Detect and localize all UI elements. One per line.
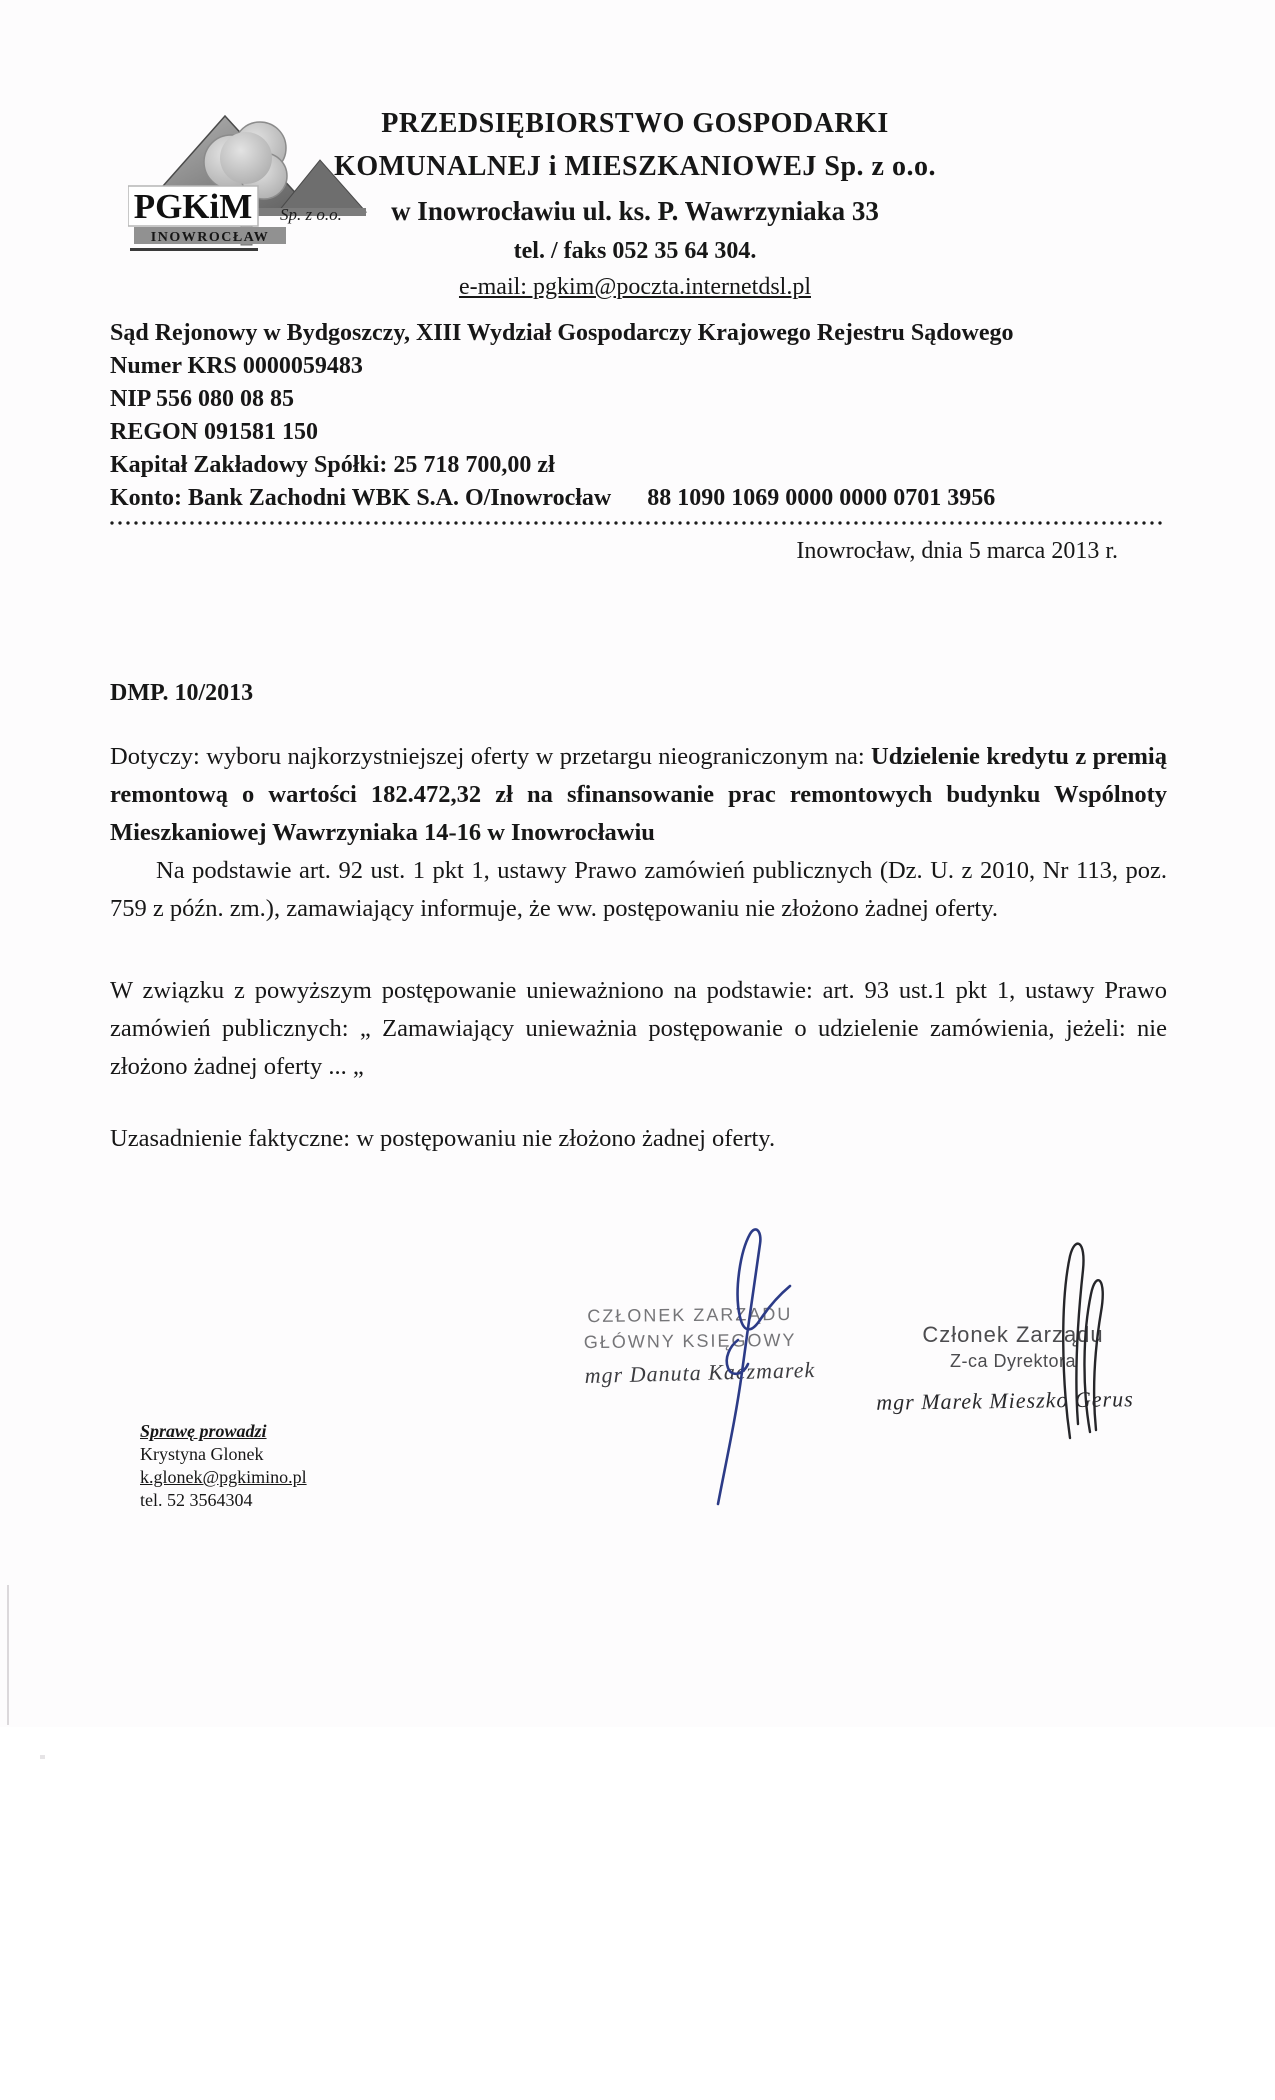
registry-capital: Kapitał Zakładowy Spółki: 25 718 700,00 zł xyxy=(110,452,555,478)
body-paragraph-1: Na podstawie art. 92 ust. 1 pkt 1, ustawy Prawo zamówień publicznych (Dz. U. z 2010, Nr 113, poz. 759 z późn. zm.), zamawiający informuje, że ww. postępowaniu nie złożono żadnej oferty. xyxy=(110,857,1167,922)
body-paragraph-2: W związku z powyższym postępowanie unieważniono na podstawie: art. 93 ust.1 pkt 1, ustawy Prawo zamówień publicznych: „ Zamawiający unieważnia postępowanie o udzielenie zamówienia, jeżeli: nie złożono żadnej oferty ... „ xyxy=(110,977,1167,1080)
case-handler-name: Krystyna Glonek xyxy=(140,1444,264,1464)
logo-city: INOWROCŁAW xyxy=(150,230,270,245)
registry-regon: REGON 091581 150 xyxy=(110,419,319,445)
left-signature-stamp xyxy=(545,1300,836,1355)
registry-court: Sąd Rejonowy w Bydgoszczy, XIII Wydział Gospodarczy Krajowego Rejestru Sądowego xyxy=(110,320,1014,346)
subject-bold-text: Udzielenie kredytu z premią remontową o wartości 182.472,32 zł na sfinansowanie prac remontowych budynku Wspólnoty Mieszkaniowej Wawrzyniaka 14-16 w Inowrocławiu xyxy=(110,743,1167,846)
company-name-line-2: KOMUNALNEJ i MIESZKANIOWEJ Sp. z o.o. xyxy=(334,151,936,182)
registry-account-number: 88 1090 1069 0000 0000 0701 3956 xyxy=(647,485,996,511)
logo-suffix: Sp. z o.o. xyxy=(280,205,342,224)
body-paragraph-3: Uzasadnienie faktyczne: w postępowaniu nie złożono żadnej oferty. xyxy=(110,1125,776,1152)
subject-prefix: Dotyczy: wyboru najkorzystniejszej oferty w przetargu nieograniczonym na: xyxy=(110,743,872,770)
company-phone: tel. / faks 052 35 64 304. xyxy=(513,238,757,264)
right-signature-stamp xyxy=(878,1322,1148,1374)
registry-nip: NIP 556 080 08 85 xyxy=(110,386,295,412)
company-address-line: w Inowrocławiu ul. ks. P. Wawrzyniaka 33 xyxy=(391,196,879,226)
scan-edge-artifact xyxy=(7,1585,9,1725)
registry-details xyxy=(110,317,1180,515)
case-handler-email: k.glonek@pgkimino.pl xyxy=(140,1467,307,1487)
letterhead xyxy=(290,108,980,301)
scan-speck-artifact xyxy=(40,1755,45,1759)
case-handler-label: Sprawę prowadzi xyxy=(140,1421,267,1441)
right-signer-name: mgr Marek Mieszko Gerus xyxy=(876,1386,1134,1415)
right-stamp-title-2: Z-ca Dyrektora xyxy=(949,1351,1077,1371)
reference-number: DMP. 10/2013 xyxy=(110,680,254,706)
logo-acronym: PGKiM xyxy=(133,187,253,226)
registry-krs: Numer KRS 0000059483 xyxy=(110,353,363,379)
subject-paragraph xyxy=(110,738,1167,852)
right-stamp-title-1: Członek Zarządu xyxy=(922,1322,1104,1347)
left-stamp-title-1: CZŁONEK ZARZĄDU xyxy=(587,1303,793,1327)
place-and-date: Inowrocław, dnia 5 marca 2013 r. xyxy=(796,538,1118,564)
registry-account-label: Konto: Bank Zachodni WBK S.A. O/Inowrocław xyxy=(110,485,612,511)
left-signer-name: mgr Danuta Kaczmarek xyxy=(584,1356,816,1389)
company-name-line-1: PRZEDSIĘBIORSTWO GOSPODARKI xyxy=(381,108,889,139)
left-stamp-title-2: GŁÓWNY KSIĘGOWY xyxy=(583,1329,797,1353)
company-email: e-mail: pgkim@poczta.internetdsl.pl xyxy=(458,274,811,300)
dotted-separator xyxy=(110,521,1163,526)
registry-account xyxy=(110,482,1180,515)
case-handler-phone: tel. 52 3564304 xyxy=(140,1490,253,1510)
case-handler-block xyxy=(140,1420,307,1512)
